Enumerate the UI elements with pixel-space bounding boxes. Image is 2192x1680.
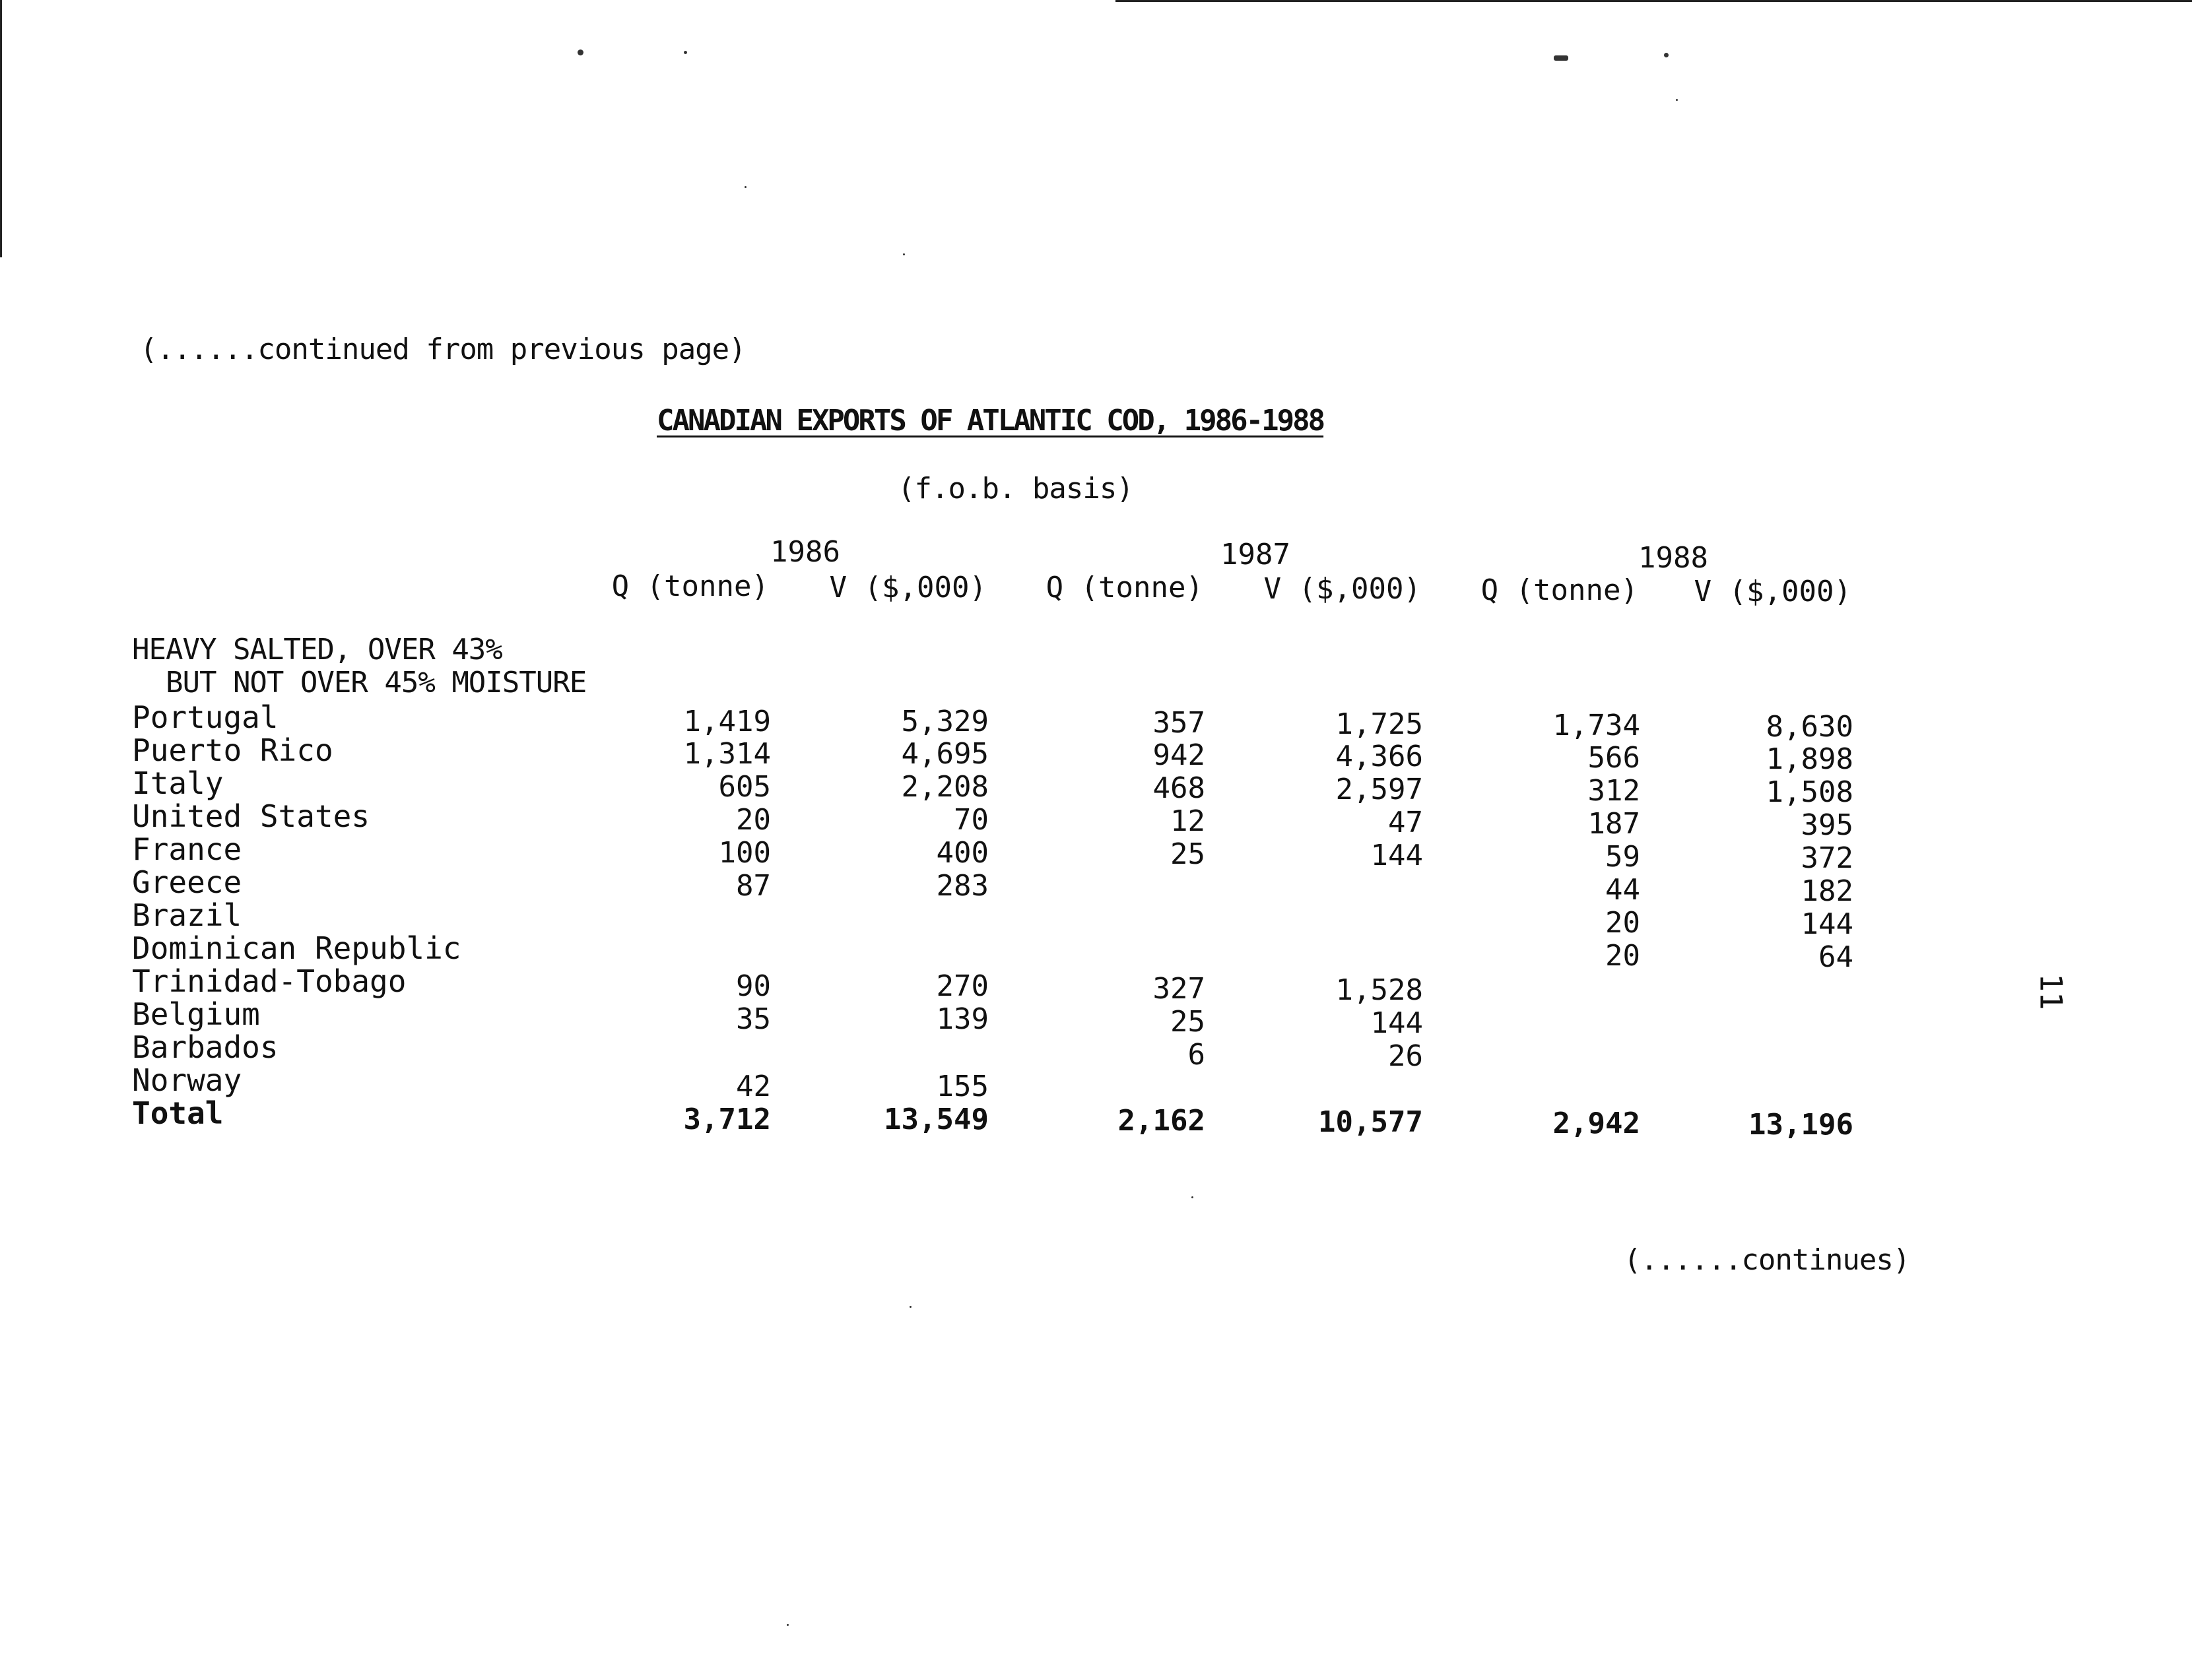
row-label-france: France xyxy=(132,831,242,867)
scan-speck xyxy=(910,1306,912,1308)
table-cell: 20 xyxy=(736,803,771,837)
table-cell: 283 xyxy=(936,869,989,903)
table-cell: 25 xyxy=(1170,1005,1205,1039)
table-cell: 59 xyxy=(1605,840,1640,874)
row-label-united-states: United States xyxy=(132,798,370,834)
column-header-q-1986: Q (tonne) xyxy=(611,569,769,603)
scan-speck xyxy=(1554,55,1568,61)
table-cell: 4,366 xyxy=(1335,740,1423,773)
table-cell: 144 xyxy=(1370,839,1423,872)
table-cell: 25 xyxy=(1170,837,1205,871)
row-label-dominican-republic: Dominican Republic xyxy=(132,930,461,966)
table-cell: 312 xyxy=(1587,774,1640,808)
table-cell: 26 xyxy=(1388,1039,1423,1073)
section-heading xyxy=(132,633,586,699)
table-cell: 144 xyxy=(1801,907,1853,941)
table-cell: 187 xyxy=(1587,807,1640,841)
row-label-belgium: Belgium xyxy=(132,996,260,1032)
table-cell: 155 xyxy=(936,1070,989,1103)
row-label-italy: Italy xyxy=(132,765,224,801)
scan-speck xyxy=(1676,99,1678,101)
total-cell: 3,712 xyxy=(683,1103,771,1136)
section-heading-line-1: HEAVY SALTED, OVER 43% xyxy=(132,633,502,666)
total-cell: 13,549 xyxy=(884,1103,989,1136)
row-label-norway: Norway xyxy=(132,1062,242,1098)
column-header-v-1986: V ($,000) xyxy=(829,571,987,604)
row-label-total: Total xyxy=(132,1095,224,1131)
table-cell: 44 xyxy=(1605,873,1640,907)
column-header-q-1988: Q (tonne) xyxy=(1480,573,1638,607)
row-label-greece: Greece xyxy=(132,864,242,900)
row-label-portugal: Portugal xyxy=(132,699,279,735)
table-cell: 1,508 xyxy=(1766,775,1853,809)
row-label-barbados: Barbados xyxy=(132,1029,279,1065)
table-cell: 144 xyxy=(1370,1006,1423,1040)
scan-speck xyxy=(578,49,583,55)
table-cell: 182 xyxy=(1801,874,1853,908)
table-cell: 1,898 xyxy=(1766,742,1853,776)
table-cell: 400 xyxy=(936,836,989,870)
continued-from-note: (......continued from previous page) xyxy=(140,333,746,366)
table-cell: 1,725 xyxy=(1335,707,1423,741)
table-cell: 8,630 xyxy=(1766,710,1853,744)
row-label-trinidad-tobago: Trinidad-Tobago xyxy=(132,963,407,999)
total-cell: 2,942 xyxy=(1552,1107,1640,1140)
table-cell: 47 xyxy=(1388,806,1423,839)
table-cell: 2,597 xyxy=(1335,773,1423,806)
table-cell: 2,208 xyxy=(901,770,989,804)
table-cell: 20 xyxy=(1605,939,1640,973)
table-cell: 372 xyxy=(1801,841,1853,875)
table-cell: 139 xyxy=(936,1002,989,1036)
table-cell: 4,695 xyxy=(901,737,989,771)
total-cell: 2,162 xyxy=(1117,1104,1205,1138)
section-heading-line-2: BUT NOT OVER 45% MOISTURE xyxy=(132,666,587,699)
scan-speck xyxy=(684,51,687,54)
table-cell: 942 xyxy=(1152,738,1205,772)
scan-speck xyxy=(787,1624,789,1626)
table-cell: 35 xyxy=(736,1002,771,1036)
table-cell: 20 xyxy=(1605,906,1640,940)
total-cell: 13,196 xyxy=(1748,1108,1853,1142)
year-header-1986: 1986 xyxy=(770,535,840,569)
table-cell: 6 xyxy=(1187,1038,1205,1072)
table-cell: 64 xyxy=(1818,940,1853,974)
table-cell: 12 xyxy=(1170,804,1205,838)
table-cell: 1,419 xyxy=(683,705,771,738)
row-label-puerto-rico: Puerto Rico xyxy=(132,732,333,768)
table-cell: 5,329 xyxy=(901,705,989,738)
table-cell: 605 xyxy=(718,770,771,804)
table-cell: 327 xyxy=(1152,972,1205,1006)
table-cell: 468 xyxy=(1152,771,1205,805)
scan-speck xyxy=(903,253,905,255)
table-cell: 42 xyxy=(736,1070,771,1103)
column-header-q-1987: Q (tonne) xyxy=(1046,571,1203,604)
table-cell: 357 xyxy=(1152,706,1205,740)
table-cell: 100 xyxy=(718,836,771,870)
scan-speck xyxy=(1191,1196,1193,1198)
year-header-1987: 1987 xyxy=(1220,538,1290,571)
total-cell: 10,577 xyxy=(1318,1105,1423,1139)
table-cell: 1,314 xyxy=(683,737,771,771)
table-cell: 270 xyxy=(936,969,989,1003)
page-edge-left xyxy=(0,0,2,257)
margin-page-mark: 11 xyxy=(2033,973,2069,1010)
table-cell: 70 xyxy=(954,803,989,837)
page-edge-top xyxy=(1115,0,2192,2)
document-subtitle: (f.o.b. basis) xyxy=(898,472,1133,505)
table-cell: 90 xyxy=(736,969,771,1003)
scan-speck xyxy=(1664,53,1669,57)
column-header-v-1988: V ($,000) xyxy=(1694,575,1851,608)
document-title: CANADIAN EXPORTS OF ATLANTIC COD, 1986-1988 xyxy=(657,404,1324,437)
table-cell: 395 xyxy=(1801,808,1853,842)
table-cell: 1,734 xyxy=(1552,709,1640,742)
continues-note: (......continues) xyxy=(1624,1243,1910,1277)
year-header-1988: 1988 xyxy=(1638,541,1708,575)
table-cell: 566 xyxy=(1587,741,1640,775)
row-label-brazil: Brazil xyxy=(132,897,242,933)
table-cell: 87 xyxy=(736,869,771,903)
table-cell: 1,528 xyxy=(1335,973,1423,1007)
column-header-v-1987: V ($,000) xyxy=(1263,572,1421,606)
scan-speck xyxy=(745,186,747,188)
